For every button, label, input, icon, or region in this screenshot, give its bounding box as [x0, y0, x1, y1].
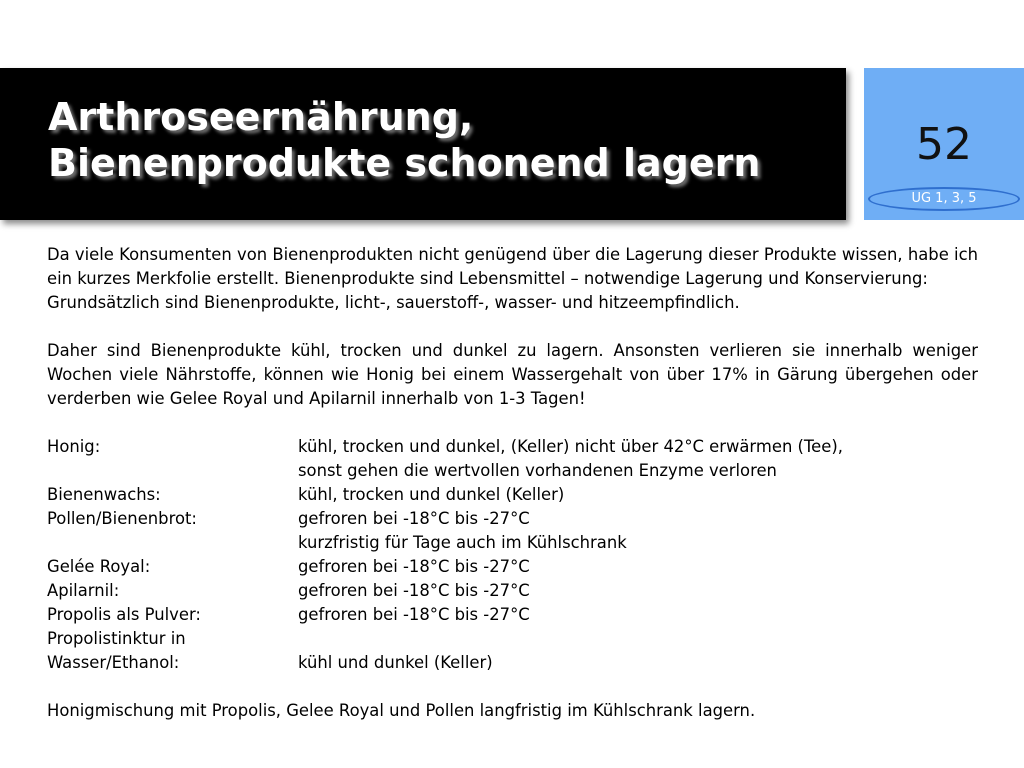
product-label: Geléе Royal:: [47, 557, 151, 576]
product-value: gefroren bei -18°C bis -27°C: [298, 509, 530, 528]
product-row: [47, 483, 978, 507]
product-row: [47, 651, 978, 675]
title-line-2: Bienenprodukte schonend lagern: [48, 141, 761, 185]
intro-line-2: Grundsätzlich sind Bienenprodukte, licht-, sauerstoff-, wasser- und hitzeempfindlich.: [47, 293, 740, 312]
product-row: [47, 627, 978, 651]
product-label: [47, 531, 298, 555]
product-label: Wasser/Ethanol:: [47, 653, 180, 672]
product-label: Honig:: [47, 437, 101, 456]
product-value: gefroren bei -18°C bis -27°C: [298, 605, 530, 624]
tag-label: UG 1, 3, 5: [911, 191, 977, 206]
product-label: [47, 459, 298, 483]
title-bar: [0, 68, 846, 220]
product-label: Propolis als Pulver:: [47, 605, 201, 624]
product-row: [47, 507, 978, 531]
product-label: Apilarnil:: [47, 581, 120, 600]
spacer: [47, 315, 978, 339]
product-value: gefroren bei -18°C bis -27°C: [298, 581, 530, 600]
slide-content: [47, 243, 978, 723]
slide-title: [48, 94, 760, 186]
product-row: [47, 579, 978, 603]
product-value: kurzfristig für Tage auch im Kühlschrank: [298, 533, 627, 552]
product-row: [47, 555, 978, 579]
product-list: [47, 435, 978, 675]
product-label: Bienenwachs:: [47, 485, 161, 504]
product-value: kühl und dunkel (Keller): [298, 653, 493, 672]
closing-line: Honigmischung mit Propolis, Gelee Royal und Pollen langfristig im Kühlschrank lagern.: [47, 701, 756, 720]
product-row: [47, 459, 978, 483]
product-value: [298, 627, 978, 651]
product-label: Pollen/Bienenbrot:: [47, 509, 197, 528]
storage-paragraph: Daher sind Bienenprodukte kühl, trocken und dunkel zu lagern. Ansonsten verlieren sie innerhalb weniger Wochen viele Nährstoffe, können wie Honig bei einem Wassergehalt von über 17% in Gärung übergehen oder verderben wie Gelee Royal und Apilarnil innerhalb von 1-3 Tagen!: [47, 341, 978, 408]
slide-number: 52: [916, 119, 972, 170]
title-line-1: Arthroseernährung,: [48, 95, 474, 139]
product-row: [47, 603, 978, 627]
intro-paragraph: Da viele Konsumenten von Bienenprodukten nicht genügend über die Lagerung dieser Produkte wissen, habe ich ein kurzes Merkfolie erstellt. Bienenprodukte sind Lebensmittel – notwendige Lagerung und Konservierung:: [47, 245, 978, 288]
spacer: [47, 411, 978, 435]
product-value: kühl, trocken und dunkel, (Keller) nicht über 42°C erwärmen (Tee),: [298, 437, 843, 456]
product-row: [47, 531, 978, 555]
product-value: kühl, trocken und dunkel (Keller): [298, 485, 565, 504]
product-value: gefroren bei -18°C bis -27°C: [298, 557, 530, 576]
product-value: sonst gehen die wertvollen vorhandenen Enzyme verloren: [298, 461, 777, 480]
product-label: Propolistinktur in: [47, 629, 186, 648]
slide-number-box: [864, 68, 1024, 220]
product-row: [47, 435, 978, 459]
spacer: [47, 675, 978, 699]
